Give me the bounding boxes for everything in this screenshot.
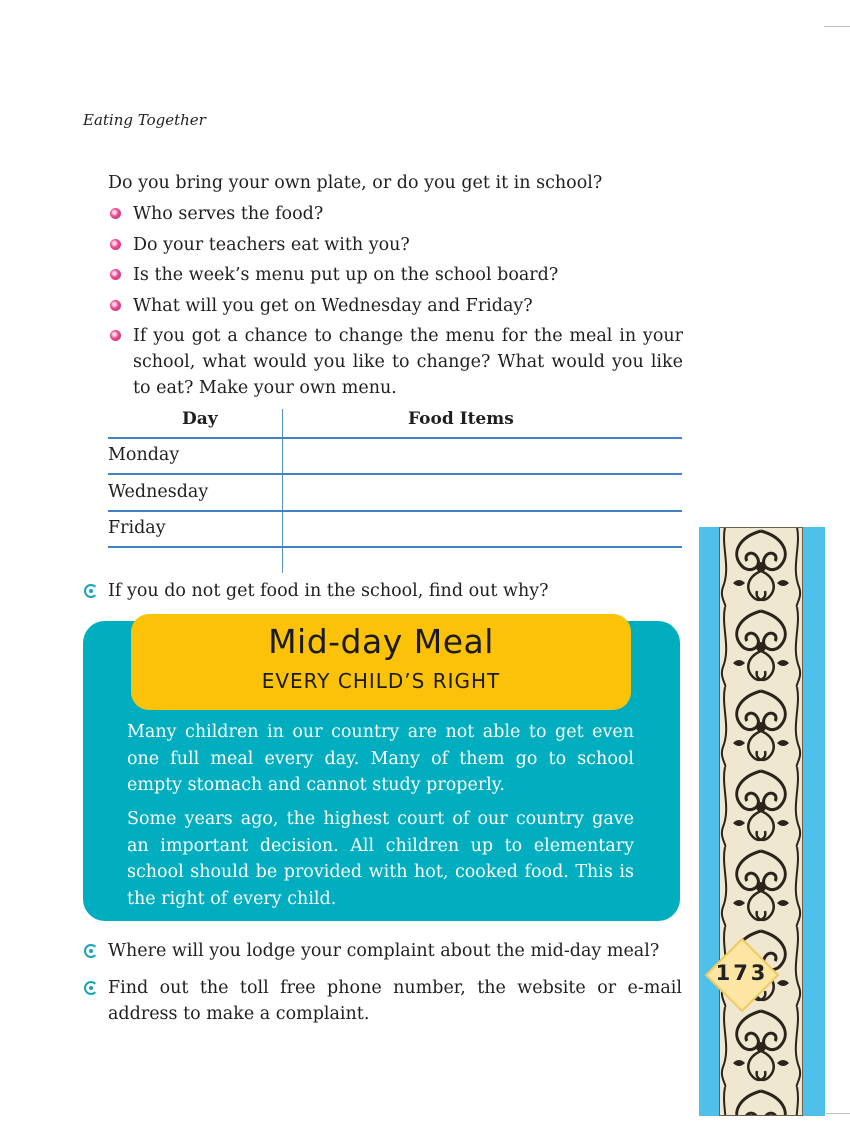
teal-swirl-icon	[84, 981, 98, 995]
teal-swirl-icon	[84, 584, 98, 598]
table-row-day: Wednesday	[108, 482, 209, 502]
box-paragraph: Many children in our country are not able to get even one full meal every day. Many of them go to school empty stomach and cannot study properly.	[127, 722, 634, 795]
pink-dot-bullet-icon	[110, 330, 121, 341]
list-item: What will you get on Wednesday and Friday?	[108, 293, 683, 319]
food-items-cell-wednesday[interactable]	[288, 478, 678, 508]
list-item: Is the week’s menu put up on the school board?	[108, 262, 683, 288]
pink-dot-bullet-icon	[110, 208, 121, 219]
table-rule	[108, 510, 682, 512]
menu-table	[108, 405, 682, 573]
list-item: Who serves the food?	[108, 201, 683, 227]
list-item: Do your teachers eat with you?	[108, 232, 683, 258]
table-row-day: Friday	[108, 518, 166, 538]
page-number-badge	[704, 937, 780, 1013]
teal-swirl-icon	[84, 944, 98, 958]
bottom-rule	[826, 1113, 850, 1114]
table-header-day: Day	[182, 409, 218, 429]
mid-day-meal-box	[83, 621, 680, 921]
question-item: Find out the toll free phone number, the website or e-mail address to make a complaint.	[84, 975, 682, 1027]
food-items-cell-monday[interactable]	[288, 441, 678, 471]
pink-dot-bullet-icon	[110, 269, 121, 280]
question-item: Where will you lodge your complaint about the mid-day meal?	[84, 938, 682, 964]
corner-rule	[824, 26, 850, 27]
question-bullet-list	[108, 201, 683, 406]
box-subtitle: EVERY CHILD’S RIGHT	[261, 669, 501, 693]
box-paragraph: Some years ago, the highest court of our country gave an important decision. All children up to elementary school should be provided with hot, cooked food. This is the right of every child.	[127, 809, 634, 909]
pink-dot-bullet-icon	[110, 300, 121, 311]
list-item: If you got a chance to change the menu for the meal in your school, what would you like to change? What would you like to eat? Make your own menu.	[108, 323, 683, 401]
question-item: If you do not get food in the school, find out why?	[84, 578, 682, 604]
mid-day-meal-banner	[131, 614, 631, 710]
table-row-day: Monday	[108, 445, 180, 465]
intro-question: Do you bring your own plate, or do you get it in school?	[108, 173, 603, 193]
box-title: Mid-day Meal	[268, 622, 494, 661]
decorative-border-ornament	[719, 527, 803, 1116]
table-header-food-items: Food Items	[408, 409, 514, 429]
pink-dot-bullet-icon	[110, 239, 121, 250]
decorative-side-strip	[699, 527, 825, 1116]
running-head: Eating Together	[83, 111, 206, 129]
table-column-divider	[282, 409, 283, 573]
table-rule	[108, 546, 682, 548]
table-rule	[108, 473, 682, 475]
page-number: 173	[715, 961, 769, 985]
food-items-cell-friday[interactable]	[288, 514, 678, 544]
table-rule	[108, 437, 682, 439]
